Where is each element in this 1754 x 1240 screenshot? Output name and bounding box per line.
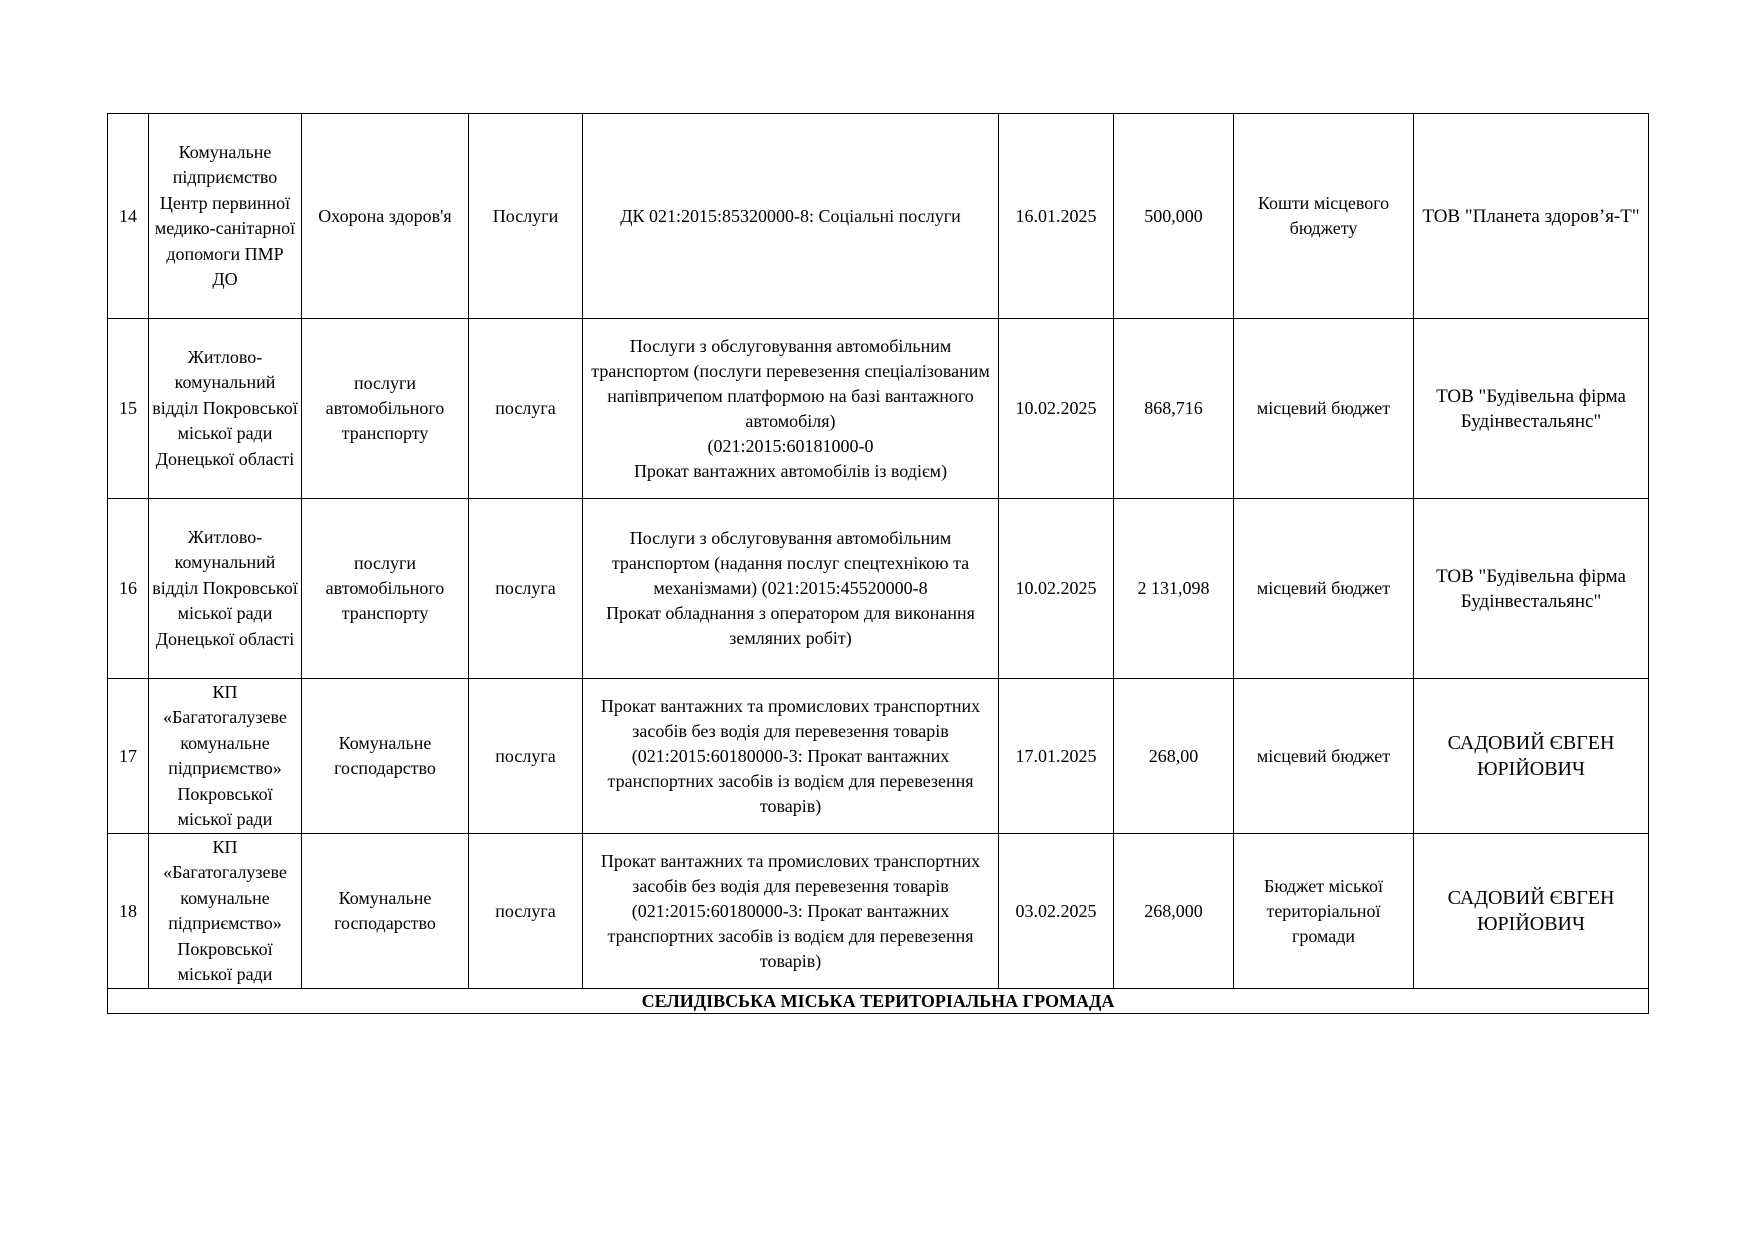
row-number: 16	[108, 499, 149, 679]
amount-cell: 2 131,098	[1114, 499, 1234, 679]
subject-cell	[583, 499, 999, 679]
table-row	[108, 679, 1649, 834]
procurement-type-cell: послуга	[469, 319, 583, 499]
row-number: 14	[108, 114, 149, 319]
date-cell: 17.01.2025	[999, 679, 1114, 834]
supplier-cell: ТОВ "Будівельна фірма Будінвестальянс"	[1414, 499, 1649, 679]
supplier-cell: САДОВИЙ ЄВГЕН ЮРІЙОВИЧ	[1414, 834, 1649, 989]
table-row	[108, 319, 1649, 499]
funding-source-cell: Бюджет міської територіальної громади	[1234, 834, 1414, 989]
subject-text: Прокат вантажних та промислових транспортних засобів без водія для перевезення товарів (021:2015:60180000-3: Прокат вантажних транспортних засобів із водієм для перевезення товарів)	[600, 695, 981, 816]
table-row	[108, 114, 1649, 319]
sector-cell: Комунальне господарство	[302, 834, 469, 989]
subject-text: ДК 021:2015:85320000-8: Соціальні послуги	[620, 205, 961, 226]
table-row	[108, 834, 1649, 989]
organization-cell: Житлово-комунальний відділ Покровської міської ради Донецької області	[149, 319, 302, 499]
amount-cell: 268,00	[1114, 679, 1234, 834]
procurement-table	[107, 113, 1649, 1014]
subject-text: Прокат вантажних та промислових транспортних засобів без водія для перевезення товарів (021:2015:60180000-3: Прокат вантажних транспортних засобів із водієм для перевезення товарів)	[600, 850, 981, 971]
organization-cell: КП «Багатогалузеве комунальне підприємство» Покровської міської ради	[149, 679, 302, 834]
row-number: 18	[108, 834, 149, 989]
subject-cell	[583, 834, 999, 989]
organization-cell: Комунальне підприємство Центр первинної медико-санітарної допомоги ПМР ДО	[149, 114, 302, 319]
sector-cell: послуги автомобільного транспорту	[302, 499, 469, 679]
amount-cell: 268,000	[1114, 834, 1234, 989]
section-heading-row	[108, 989, 1649, 1014]
section-heading: СЕЛИДІВСЬКА МІСЬКА ТЕРИТОРІАЛЬНА ГРОМАДА	[108, 989, 1649, 1014]
procurement-type-cell: послуга	[469, 499, 583, 679]
supplier-cell: ТОВ "Будівельна фірма Будінвестальянс"	[1414, 319, 1649, 499]
sector-cell: послуги автомобільного транспорту	[302, 319, 469, 499]
row-number: 17	[108, 679, 149, 834]
organization-cell: КП «Багатогалузеве комунальне підприємство» Покровської міської ради	[149, 834, 302, 989]
sector-cell: Охорона здоров'я	[302, 114, 469, 319]
funding-source-cell: місцевий бюджет	[1234, 499, 1414, 679]
date-cell: 03.02.2025	[999, 834, 1114, 989]
funding-source-cell: Кошти місцевого бюджету	[1234, 114, 1414, 319]
table-row	[108, 499, 1649, 679]
organization-cell: Житлово-комунальний відділ Покровської міської ради Донецької області	[149, 499, 302, 679]
sector-cell: Комунальне господарство	[302, 679, 469, 834]
subject-cell	[583, 319, 999, 499]
procurement-type-cell: Послуги	[469, 114, 583, 319]
date-cell: 10.02.2025	[999, 319, 1114, 499]
amount-cell: 500,000	[1114, 114, 1234, 319]
date-cell: 16.01.2025	[999, 114, 1114, 319]
date-cell: 10.02.2025	[999, 499, 1114, 679]
supplier-cell: ТОВ "Планета здоров’я-Т"	[1414, 114, 1649, 319]
subject-text: Послуги з обслуговування автомобільним транспортом (надання послуг спецтехнікою та механізмами) (021:2015:45520000-8 Прокат обладнання з оператором для виконання земляних робіт)	[606, 528, 975, 648]
subject-text: Послуги з обслуговування автомобільним транспортом (послуги перевезення спеціалізованим напівпричепом платформою на базі вантажного автомобіля) (021:2015:60181000-0 Прокат вантажних автомобілів із водієм)	[591, 335, 990, 481]
amount-cell: 868,716	[1114, 319, 1234, 499]
row-number: 15	[108, 319, 149, 499]
subject-cell	[583, 679, 999, 834]
supplier-cell: САДОВИЙ ЄВГЕН ЮРІЙОВИЧ	[1414, 679, 1649, 834]
procurement-type-cell: послуга	[469, 679, 583, 834]
funding-source-cell: місцевий бюджет	[1234, 679, 1414, 834]
subject-cell	[583, 114, 999, 319]
procurement-type-cell: послуга	[469, 834, 583, 989]
funding-source-cell: місцевий бюджет	[1234, 319, 1414, 499]
